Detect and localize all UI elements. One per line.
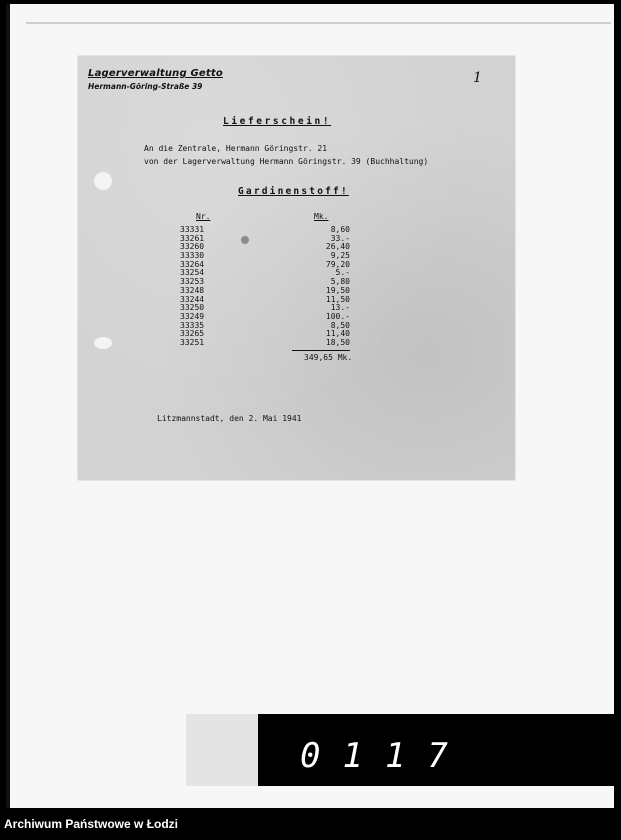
table-row (180, 304, 350, 313)
table-row (180, 296, 350, 305)
item-amount: 19,50 (325, 285, 350, 295)
punch-hole (94, 337, 112, 349)
item-number: 33253 (180, 277, 205, 287)
table-row (180, 322, 350, 331)
column-header-mk: Mk. (314, 212, 329, 221)
film-counter-leader (186, 714, 258, 786)
item-amount: 9,25 (330, 251, 350, 261)
item-amount: 5.- (335, 268, 350, 278)
table-row (180, 226, 350, 235)
item-amount: 79,20 (325, 259, 350, 269)
delivery-note-document (78, 56, 515, 480)
table-row (180, 269, 350, 278)
item-number: 33261 (180, 233, 205, 243)
sender-name: Lagerverwaltung Getto (88, 68, 223, 79)
item-number: 33250 (180, 303, 205, 313)
sum-rule (292, 350, 350, 351)
table-row (180, 235, 350, 244)
item-amount: 8,50 (330, 320, 350, 330)
total-amount: 349,65 Mk. (304, 353, 353, 362)
items-rows (180, 226, 350, 348)
punch-hole (94, 172, 112, 190)
item-number: 33248 (180, 285, 205, 295)
item-number: 33254 (180, 268, 205, 278)
item-number: 33251 (180, 337, 205, 347)
item-amount: 100.- (325, 311, 350, 321)
item-amount: 5,80 (330, 277, 350, 287)
document-title: Lieferschein! (223, 116, 332, 127)
table-row (180, 278, 350, 287)
table-row (180, 287, 350, 296)
table-row (180, 243, 350, 252)
subject-heading: Gardinenstoff! (238, 186, 349, 197)
column-header-nr: Nr. (196, 212, 211, 221)
item-number: 33335 (180, 320, 205, 330)
item-amount: 26,40 (325, 242, 350, 252)
table-row (180, 261, 350, 270)
sender-block (88, 68, 223, 91)
table-row (180, 330, 350, 339)
item-number: 33244 (180, 294, 205, 304)
archive-footer (0, 808, 621, 840)
table-row (180, 252, 350, 261)
item-number: 33249 (180, 311, 205, 321)
table-row (180, 313, 350, 322)
item-amount: 13.- (330, 303, 350, 313)
archive-name: Archiwum Państwowe w Łodzi (4, 817, 179, 831)
item-number: 33265 (180, 329, 205, 339)
frame-counter: 0117 (300, 736, 470, 776)
item-amount: 11,50 (325, 294, 350, 304)
item-number: 33330 (180, 251, 205, 261)
item-number: 33331 (180, 225, 205, 234)
item-amount: 11,40 (325, 329, 350, 339)
place-date-line: Litzmannstadt, den 2. Mai 1941 (157, 414, 302, 423)
item-number: 33260 (180, 242, 205, 252)
item-amount: 33.- (330, 233, 350, 243)
page-number: 1 (473, 70, 482, 86)
film-edge-left (6, 4, 10, 808)
origin-line: von der Lagerverwaltung Hermann Göringstr. 39 (Buchhaltung) (144, 157, 429, 166)
item-amount: 18,50 (325, 337, 350, 347)
sender-address: Hermann-Göring-Straße 39 (88, 82, 203, 91)
table-row (180, 339, 350, 348)
film-edge-right (614, 0, 621, 808)
item-amount: 8,60 (330, 225, 350, 234)
film-top-line (26, 22, 611, 24)
recipient-line: An die Zentrale, Hermann Göringstr. 21 (144, 144, 328, 153)
item-number: 33264 (180, 259, 205, 269)
